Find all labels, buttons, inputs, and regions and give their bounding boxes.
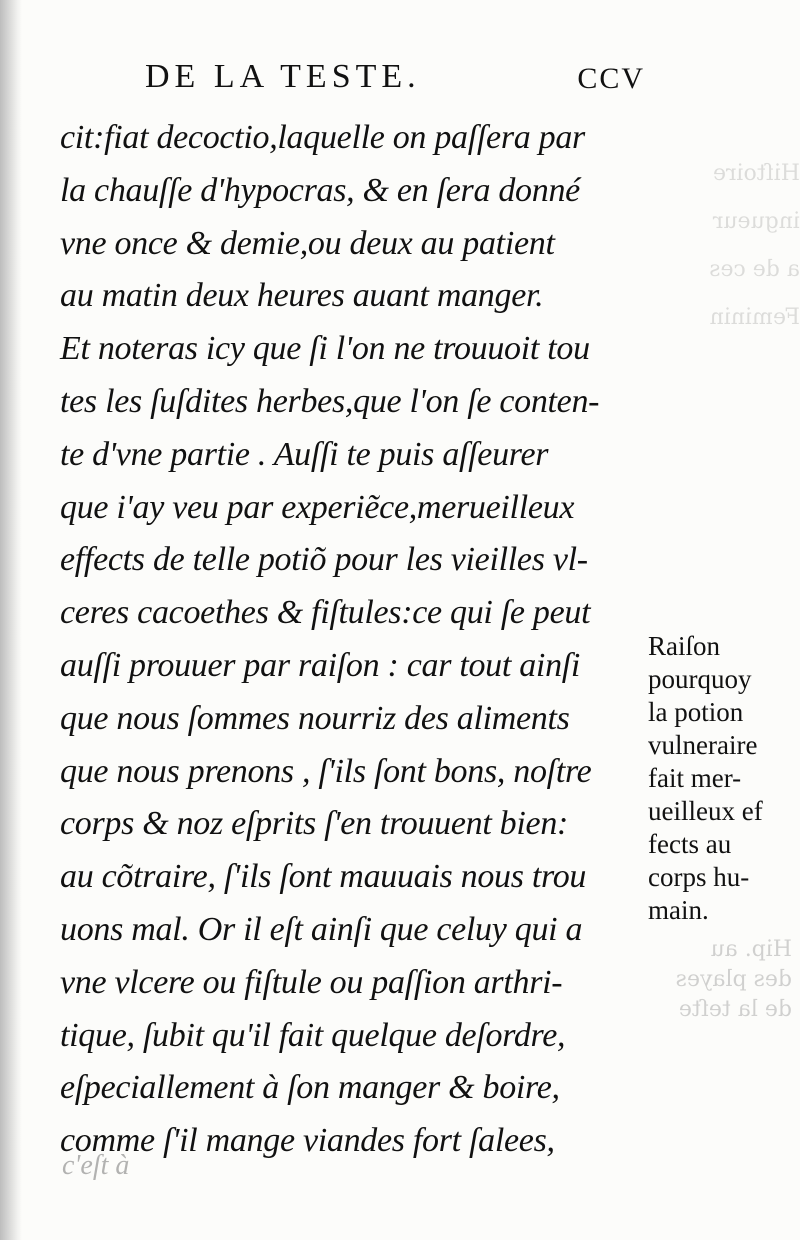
margin-line: pourquoy [648, 664, 752, 694]
margin-line: corps hu- [648, 862, 750, 892]
show-through-text: Hiſtoire ingueur a de ces Feminin [709, 161, 800, 330]
margin-line: Raiſon [648, 631, 720, 661]
text-line: tique, ſubit qu'il fait quelque deſordre, [60, 1016, 566, 1054]
text-line: uons mal. Or il eſt ainſi que celuy qui a [60, 910, 583, 948]
text-line: cit:fiat decoctio,laquelle on paſſera par [60, 119, 585, 156]
main-text-block [60, 112, 640, 1168]
text-line: eſpeciallement à ſon manger & boire, [60, 1069, 560, 1107]
running-title: DE LA TESTE. [145, 58, 421, 95]
text-line: la chauſſe d'hypocras, & en ſera donné [60, 171, 580, 209]
text-line: ceres cacoethes & fiſtules:ce qui ſe peut [60, 594, 591, 632]
binding-shadow [0, 0, 22, 1240]
text-line: vne vlcere ou fiſtule ou paſſion arthri- [60, 963, 563, 1001]
text-line: te d'vne partie . Auſſi te puis aſſeurer [60, 435, 549, 473]
text-line: vne once & demie,ou deux au patient [60, 224, 555, 262]
margin-line: fait mer- [648, 763, 742, 793]
marginal-note [648, 630, 798, 927]
page-header [145, 58, 645, 98]
text-line: au matin deux heures auant manger. [60, 277, 544, 315]
margin-line: vulneraire [648, 730, 758, 760]
text-line: auſſi prouuer par raiſon : car tout ainſi [60, 646, 581, 684]
text-line: comme ſ'il mange viandes fort ſalees, [60, 1122, 555, 1160]
margin-line: fects au [648, 829, 732, 859]
folio-number: CCV [577, 62, 645, 95]
text-line: effects de telle potiõ pour les vieilles vl- [60, 541, 588, 579]
catchword: c'eſt à [62, 1150, 130, 1181]
text-line: que nous prenons , ſ'ils ſont bons, noſtre [60, 752, 592, 790]
show-through-text-lower: Hip. au des playes de la teſte [675, 937, 792, 1022]
text-line: Et noteras icy que ſi l'on ne trouuoit tou [60, 330, 590, 368]
text-line: que nous ſommes nourriz des aliments [60, 699, 570, 737]
text-line: corps & noz eſprits ſ'en trouuent bien: [60, 805, 569, 843]
margin-line: la potion [648, 697, 744, 727]
margin-line: ueilleux ef [648, 796, 763, 826]
text-line: au cõtraire, ſ'ils ſont mauuais nous trou [60, 858, 587, 896]
text-line: que i'ay veu par experiẽce,merueilleux [60, 488, 575, 526]
text-line: tes les ſuſdites herbes,que l'on ſe conten- [60, 382, 600, 420]
margin-line: main. [648, 895, 709, 925]
